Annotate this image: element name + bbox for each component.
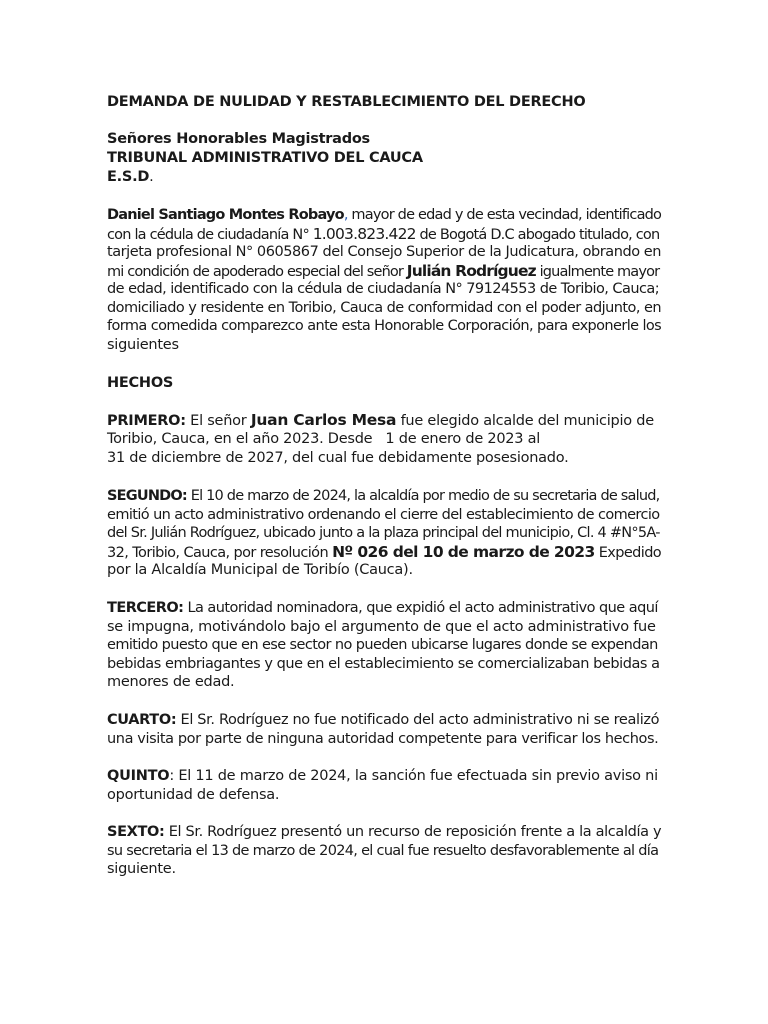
address-esd-label: E.S.D: [107, 169, 150, 185]
cuarto-line-2: una visita por parte de ninguna autoridad competente para verificar los hechos.: [107, 730, 659, 747]
attorney-name: Daniel Santiago Montes Robayo: [107, 207, 344, 223]
intro-line-4-a: mi condición de apoderado especial del señor: [107, 263, 407, 280]
tercero-line-3: emitido puesto que en ese sector no pueden ubicarse lugares donde se expendan: [107, 637, 658, 653]
attorney-id-number: 1.003.823.422: [312, 224, 416, 243]
tercero-label: TERCERO:: [107, 600, 184, 616]
intro-line-5: de edad, identificado con la cédula de ciudadanía N° 79124553 de Toribio, Cauca;: [107, 281, 660, 297]
sexto-line-2: su secretaria el 13 de marzo de 2024, el cual fue resuelto desfavorablemente al día: [107, 842, 659, 859]
sexto-line-3: siguiente.: [107, 861, 176, 877]
primero-line-2: Toribio, Cauca, en el año 2023. Desde 1 de enero de 2023 al: [107, 431, 541, 447]
address-greeting: Señores Honorables Magistrados: [107, 131, 370, 147]
intro-line-4: [107, 262, 659, 281]
intro-line-6: domiciliado y residente en Toribio, Cauca de conformidad con el poder adjunto, en: [107, 299, 662, 316]
cuarto-label: CUARTO:: [107, 712, 177, 728]
primero-line-1-b: fue elegido alcalde del municipio de: [396, 413, 654, 429]
segundo-line-5: por la Alcaldía Municipal de Toribío (Cauca).: [107, 562, 413, 578]
primero-line-1-a: El señor: [185, 413, 251, 429]
primero-label: PRIMERO:: [107, 413, 186, 429]
intro-line-7: forma comedida comparezco ante esta Honorable Corporación, para exponerle los: [107, 318, 662, 334]
intro-line-2-a: con la cédula de ciudadanía N°: [107, 226, 313, 243]
tercero-line-4: bebidas embriagantes y que en el establecimiento se comercializaban bebidas a: [107, 655, 660, 672]
segundo-line-4-b: Expedido: [594, 544, 662, 561]
address-esd: [107, 168, 154, 186]
quinto-line-2: oportunidad de defensa.: [107, 786, 280, 803]
segundo-line-4: [107, 543, 661, 562]
segundo-label: SEGUNDO:: [107, 488, 187, 504]
cuarto-line-1: [107, 711, 659, 729]
tercero-line-2: se impugna, motivándolo bajo el argumento de que el acto administrativo fue: [107, 618, 656, 635]
client-name: Julián Rodríguez: [406, 261, 536, 280]
sexto-label: SEXTO:: [107, 824, 165, 840]
intro-line-4-b: igualmente mayor: [535, 263, 660, 280]
cuarto-line-1-rest: El Sr. Rodríguez no fue notificado del acto administrativo ni se realizó: [176, 712, 660, 728]
tercero-line-1: [107, 599, 658, 617]
quinto-label: QUINTO: [107, 768, 170, 784]
resolution-reference: Nº 026 del 10 de marzo de 2023: [332, 542, 595, 561]
tercero-line-5: menores de edad.: [107, 674, 235, 690]
address-esd-period: .: [149, 169, 154, 185]
primero-line-1: [107, 411, 654, 430]
intro-line-1-rest: mayor de edad y de esta vecindad, identificado: [347, 207, 662, 223]
intro-line-2-b: de Bogotá D.C abogado titulado, con: [415, 226, 660, 243]
quinto-line-1: [107, 767, 658, 785]
sexto-line-1-rest: El Sr. Rodríguez presentó un recurso de reposición frente a la alcaldía y: [164, 824, 662, 840]
document-title: DEMANDA DE NULIDAD Y RESTABLECIMIENTO DEL DERECHO: [107, 94, 586, 110]
intro-line-3: tarjeta profesional N° 0605867 del Consejo Superior de la Judicatura, obrando en: [107, 244, 662, 260]
hechos-heading: HECHOS: [107, 375, 174, 391]
segundo-line-3: del Sr. Julián Rodríguez, ubicado junto a la plaza principal del municipio, Cl. 4 #N°5A-: [107, 525, 660, 541]
quinto-line-1-rest: : El 11 de marzo de 2024, la sanción fue efectuada sin previo aviso ni: [169, 768, 658, 784]
address-tribunal: TRIBUNAL ADMINISTRATIVO DEL CAUCA: [107, 150, 423, 166]
intro-line-1: [107, 206, 661, 224]
segundo-line-1-rest: El 10 de marzo de 2024, la alcaldía por medio de su secretaria de salud,: [186, 488, 660, 504]
intro-line-8: siguientes: [107, 336, 179, 353]
primero-line-3: 31 de diciembre de 2027, del cual fue debidamente posesionado.: [107, 450, 569, 466]
sexto-line-1: [107, 823, 661, 841]
intro-line-2: [107, 225, 659, 244]
tercero-line-1-rest: La autoridad nominadora, que expidió el acto administrativo que aquí: [183, 600, 658, 616]
segundo-line-2: emitió un acto administrativo ordenando el cierre del establecimiento de comercio: [107, 506, 660, 523]
mayor-name: Juan Carlos Mesa: [250, 411, 397, 429]
segundo-line-4-a: 32, Toribio, Cauca, por resolución: [107, 544, 333, 561]
segundo-line-1: [107, 487, 659, 505]
attorney-comma: ,: [343, 207, 348, 223]
